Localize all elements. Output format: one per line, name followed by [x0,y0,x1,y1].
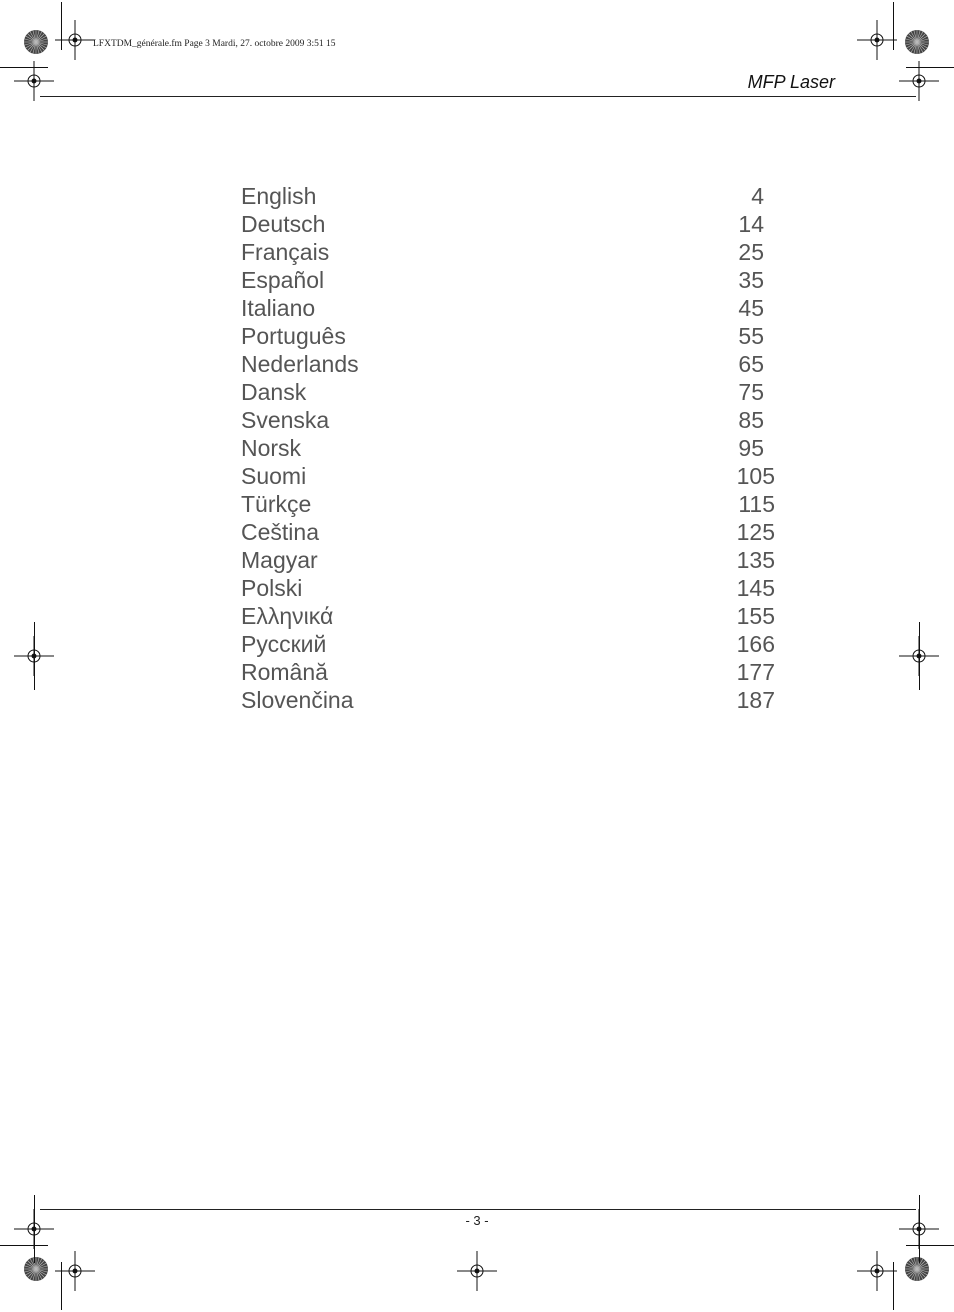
toc-page-number: 145 [736,575,775,601]
crop-line [893,2,894,50]
toc-row[interactable] [241,322,781,350]
toc-row[interactable] [241,490,781,518]
toc-page-number: 75 [738,379,764,405]
toc-language: Magyar [241,547,318,573]
toc-row[interactable] [241,630,781,658]
toc-language: Español [241,267,325,293]
toc-row[interactable] [241,518,781,546]
crop-line [34,622,35,690]
toc-page-number: 177 [736,659,775,685]
toc-row[interactable] [241,294,781,322]
toc-language: Português [241,323,346,349]
toc-page-number: 125 [736,519,775,545]
toc-page-number: 85 [738,407,764,433]
toc-row[interactable] [241,238,781,266]
crop-line [61,2,62,50]
file-slug: LFXTDM_générale.fm Page 3 Mardi, 27. octobre 2009 3:51 15 [93,39,336,49]
color-calibration-mark [23,29,49,55]
toc-page-number: 25 [738,239,764,265]
color-calibration-mark [904,29,930,55]
toc-language: Français [241,239,330,265]
toc-page-number: 14 [738,211,764,237]
toc-language: Italiano [241,295,316,321]
toc-page-number: 45 [738,295,764,321]
toc-page-number: 187 [736,687,775,713]
crop-line [906,1245,954,1246]
toc-page-number: 135 [736,547,775,573]
toc-row[interactable] [241,434,781,462]
page-number: - 3 - [465,1213,489,1228]
toc-row[interactable] [241,210,781,238]
toc-language: Română [241,659,328,685]
header-title: MFP Laser [747,72,835,92]
toc-language: Русский [241,631,327,657]
toc-page-number: 105 [736,463,775,489]
crop-line [0,67,48,68]
toc-row[interactable] [241,546,781,574]
crop-line [893,1262,894,1310]
toc-row[interactable] [241,686,781,714]
toc-page-number: 65 [738,351,764,377]
toc-row[interactable] [241,658,781,686]
toc-row[interactable] [241,350,781,378]
toc-row[interactable] [241,462,781,490]
toc-page-number: 4 [751,183,764,209]
toc-language: Ceština [241,519,319,545]
toc-language: Norsk [241,435,302,461]
crop-line [919,1195,920,1263]
toc-page-number: 35 [738,267,764,293]
toc-language: Suomi [241,463,307,489]
header-rule [40,96,916,97]
crop-line [0,1245,48,1246]
toc-row[interactable] [241,182,781,210]
toc-page-number: 115 [738,491,775,517]
crop-line [919,622,920,690]
toc-language: Svenska [241,407,330,433]
toc-row[interactable] [241,378,781,406]
toc-page-number: 55 [738,323,764,349]
crop-line [61,1262,62,1310]
toc-row[interactable] [241,574,781,602]
table-of-contents [241,182,781,714]
toc-row[interactable] [241,406,781,434]
toc-language: Nederlands [241,351,359,377]
color-calibration-mark [23,1256,49,1282]
toc-row[interactable] [241,266,781,294]
footer-rule [40,1209,916,1210]
toc-row[interactable] [241,602,781,630]
toc-language: Dansk [241,379,307,405]
crop-line [906,67,954,68]
registration-mark [857,1251,897,1291]
toc-page-number: 95 [738,435,764,461]
toc-language: Slovenčina [241,687,354,713]
toc-language: Türkçe [241,491,312,517]
registration-mark [457,1251,497,1291]
color-calibration-mark [904,1256,930,1282]
toc-language: Ελληνικά [241,603,334,629]
registration-mark [857,20,897,60]
toc-page-number: 166 [736,631,775,657]
toc-language: Deutsch [241,211,326,237]
toc-page-number: 155 [736,603,775,629]
crop-line [34,1195,35,1263]
toc-language: English [241,183,317,209]
toc-language: Polski [241,575,303,601]
